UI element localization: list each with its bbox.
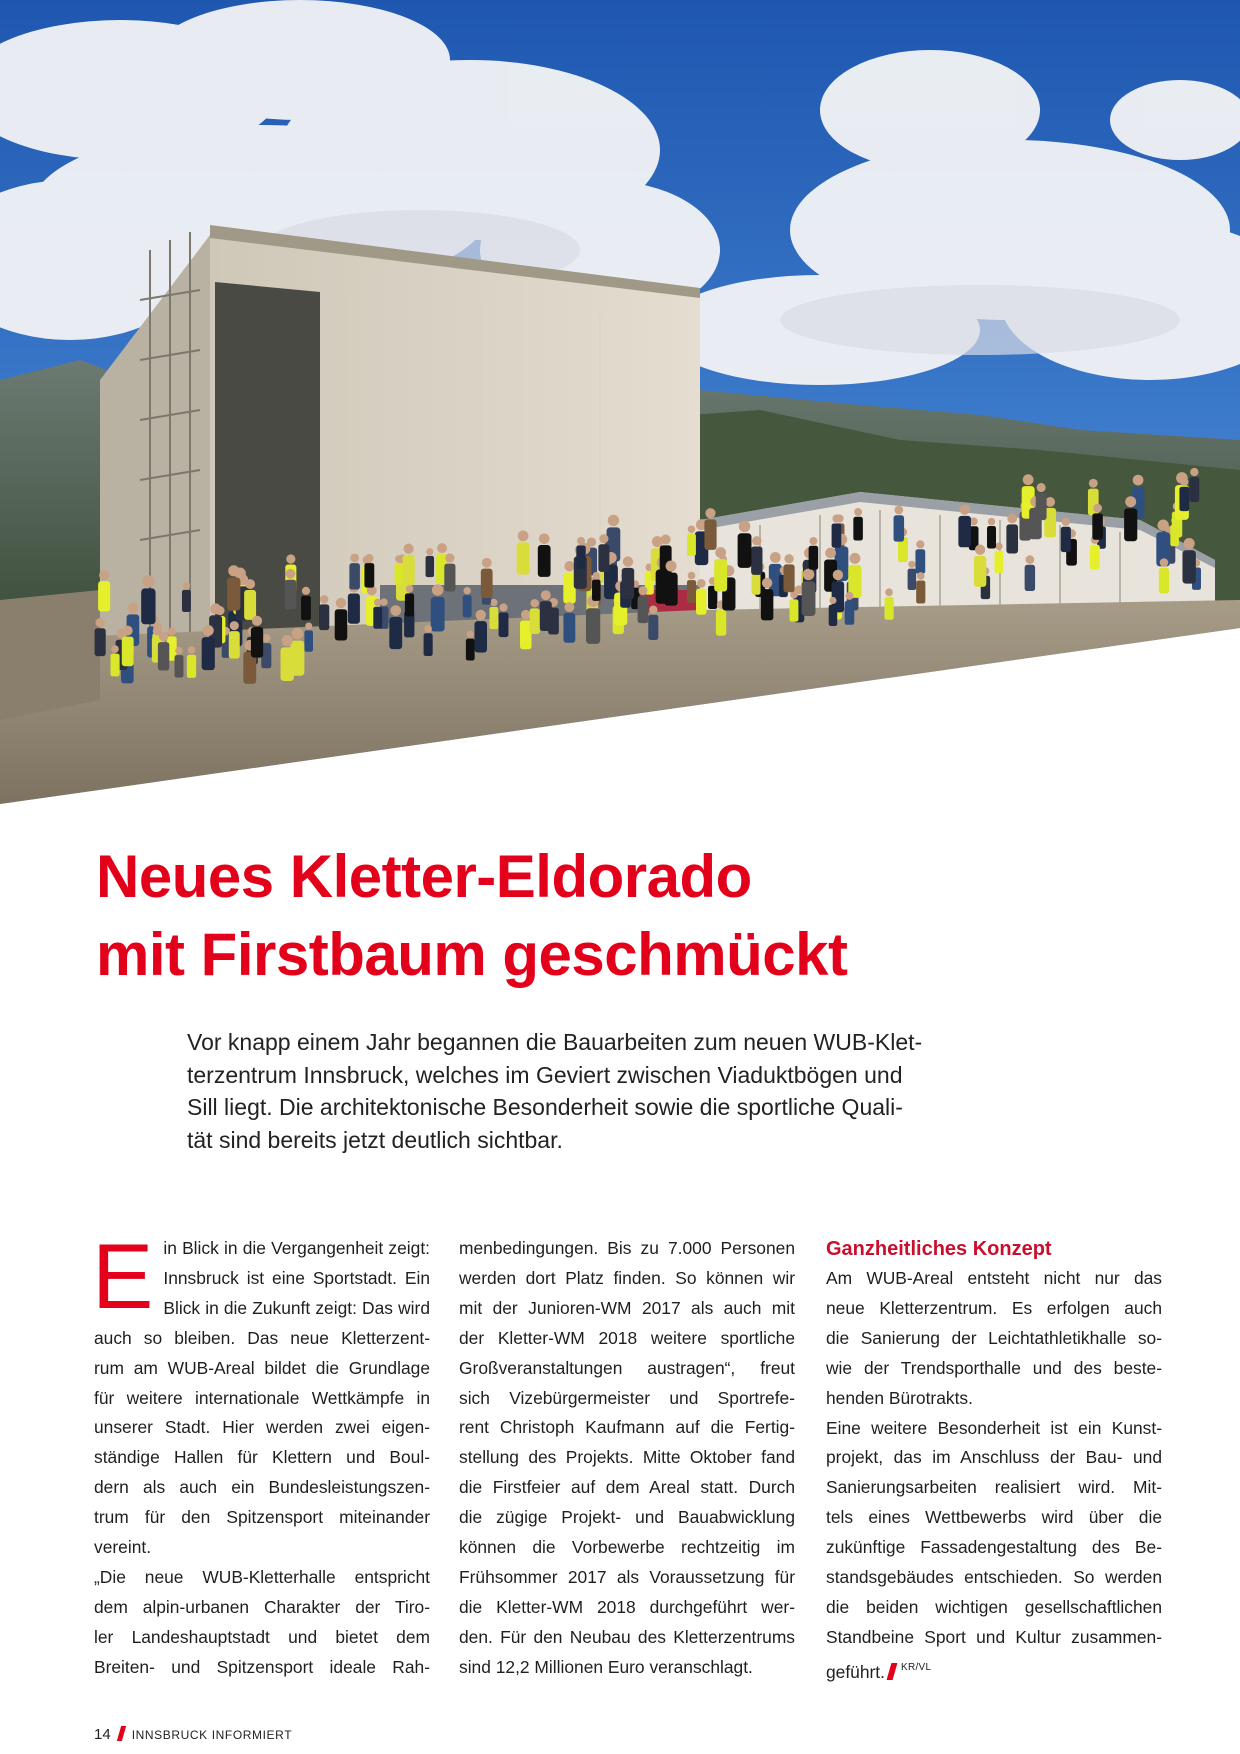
- crowd-person-head: [908, 561, 915, 568]
- body-line: können die Vorbewerbe rechtzeitig im: [459, 1537, 795, 1558]
- crowd-person-head: [809, 537, 817, 545]
- body-line: in Blick in die Vergangenheit zeigt:: [163, 1238, 430, 1258]
- crowd-person-head: [854, 508, 862, 516]
- crowd-person: [175, 655, 184, 677]
- body-line: zukünftige Fassadengestaltung des Be-: [826, 1537, 1162, 1558]
- publication-name: INNSBRUCK INFORMIERT: [131, 1728, 293, 1742]
- crowd-person: [853, 517, 863, 541]
- crowd-person-head: [521, 610, 531, 620]
- intro-line: Vor knapp einem Jahr begannen die Bauarbeiten zum neuen WUB-Klet-: [187, 1029, 923, 1055]
- slash-icon: [887, 1663, 898, 1680]
- crowd-person: [364, 563, 374, 588]
- crowd-person: [98, 581, 110, 611]
- crowd-person-head: [697, 579, 706, 588]
- intro-line: terzentrum Innsbruck, welches im Geviert zwischen Viaduktbögen und: [187, 1061, 903, 1088]
- crowd-person-head: [1160, 558, 1169, 567]
- crowd-person-head: [885, 588, 893, 596]
- body-line: Frühsommer 2017 als Voraussetzung für: [459, 1566, 795, 1587]
- crowd-person: [424, 633, 433, 656]
- crowd-person-head: [390, 605, 401, 616]
- crowd-person: [373, 607, 382, 629]
- crowd-person-head: [463, 587, 470, 594]
- crowd-person-head: [111, 645, 119, 653]
- crowd-person-head: [286, 554, 295, 563]
- body-line: dem alpin-urbanen Charakter der Tiro-: [94, 1596, 430, 1617]
- body-line: Am WUB-Areal entsteht nicht nur das: [826, 1268, 1162, 1288]
- crowd-person: [638, 596, 649, 623]
- crowd-person-head: [230, 621, 239, 630]
- crowd-person: [987, 526, 996, 548]
- crowd-person: [751, 546, 762, 574]
- crowd-person-head: [320, 595, 329, 604]
- crowd-person-head: [1093, 504, 1102, 513]
- crowd-person: [1159, 568, 1169, 594]
- crowd-person-head: [1184, 538, 1195, 549]
- crowd-person-head: [245, 579, 255, 589]
- crowd-person-head: [374, 599, 381, 606]
- crowd-person-head: [917, 572, 925, 580]
- crowd-person: [481, 569, 493, 598]
- crowd-person: [489, 607, 498, 629]
- crowd-person-head: [845, 592, 853, 600]
- crowd-person: [809, 546, 819, 570]
- crowd-person: [994, 551, 1003, 573]
- crowd-person-head: [350, 553, 359, 562]
- crowd-person: [474, 621, 487, 652]
- crowd-person-head: [142, 575, 154, 587]
- crowd-person-head: [739, 521, 751, 533]
- body-line: projekt, das im Anschluss der Bau- und: [826, 1447, 1162, 1468]
- crowd-person-head: [829, 597, 836, 604]
- body-line: der Kletter-WM 2018 weitere sportliche: [459, 1327, 795, 1348]
- crowd-person-head: [803, 569, 815, 581]
- crowd-person-head: [688, 525, 695, 532]
- crowd-person-head: [476, 610, 486, 620]
- crowd-person-head: [541, 590, 551, 600]
- crowd-person-head: [1125, 496, 1136, 507]
- crowd-person-head: [688, 572, 696, 580]
- crowd-person-head: [1180, 478, 1188, 486]
- crowd-person-head: [282, 635, 293, 646]
- crowd-person-head: [539, 533, 550, 544]
- crowd-person: [187, 655, 196, 678]
- crowd-person: [301, 596, 311, 620]
- crowd-person: [466, 639, 475, 661]
- body-line: Breiten- und Spitzensport ideale Rah-: [94, 1656, 430, 1677]
- crowd-person-head: [833, 570, 843, 580]
- crowd-person: [1036, 493, 1047, 520]
- crowd-person-head: [564, 602, 574, 612]
- body-line: die zügige Projekt- und Bauabwicklung: [459, 1507, 795, 1528]
- body-line: ständige Hallen für Klettern und Boul-: [94, 1447, 430, 1468]
- crowd-person-head: [302, 587, 310, 595]
- crowd-person: [426, 556, 434, 577]
- crowd-person-head: [467, 631, 474, 638]
- crowd-person: [227, 577, 240, 610]
- headline-line-2: mit Firstbaum geschmückt: [96, 921, 848, 988]
- crowd-person-head: [175, 647, 182, 654]
- crowd-person: [95, 628, 106, 656]
- body-line: Standbeine Sport und Kultur zusammen-: [826, 1626, 1162, 1647]
- crowd-person-head: [404, 544, 414, 554]
- crowd-person-head: [1037, 483, 1046, 492]
- intro-line: Sill liegt. Die architektonische Besonderheit sowie die sportliche Quali-: [187, 1094, 903, 1120]
- crowd-person-head: [305, 622, 312, 629]
- body-line: sich Vizebürgermeister und Sportrefe-: [459, 1387, 795, 1408]
- body-line: Großveranstaltungen austragen“, freut: [459, 1357, 795, 1378]
- crowd-person-head: [649, 606, 657, 614]
- crowd-person-head: [1007, 514, 1017, 524]
- crowd-person: [586, 608, 600, 644]
- crowd-person: [832, 523, 842, 547]
- crowd-person-head: [518, 531, 529, 542]
- crowd-person-head: [336, 598, 346, 608]
- crowd-person-head: [715, 547, 726, 558]
- crowd-person: [563, 613, 575, 643]
- body-line: werden dort Platz finden. So können wir: [459, 1267, 795, 1288]
- crowd-person-head: [499, 603, 507, 611]
- crowd-person-head: [395, 555, 402, 562]
- crowd-person-head: [432, 584, 444, 596]
- body-line: trum für den Spitzensport miteinander: [94, 1507, 430, 1528]
- crowd-person: [530, 608, 540, 634]
- crowd-person-head: [916, 540, 924, 548]
- crowd-person-head: [210, 603, 221, 614]
- crowd-person: [158, 642, 169, 670]
- crowd-person-head: [623, 556, 633, 566]
- body-line: „Die neue WUB-Kletterhalle entspricht: [94, 1566, 430, 1587]
- crowd-person: [251, 627, 263, 658]
- crowd-person: [802, 581, 816, 616]
- crowd-person-head: [608, 515, 619, 526]
- crowd-person-head: [426, 548, 433, 555]
- crowd-person: [335, 609, 348, 640]
- crowd-person-head: [752, 536, 761, 545]
- crowd-person-head: [959, 504, 969, 514]
- crowd-person: [894, 515, 905, 541]
- crowd-person: [499, 612, 509, 637]
- body-line: die Firstfeier auf dem Areal statt. Durch: [459, 1477, 795, 1498]
- hero-photo: [0, 0, 1240, 810]
- crowd-person: [395, 563, 403, 584]
- crowd-person-head: [168, 627, 176, 635]
- crowd-person-head: [894, 506, 903, 515]
- crowd-person: [229, 631, 240, 658]
- crowd-person: [1090, 545, 1100, 570]
- body-line: Innsbruck ist eine Sportstadt. Ein: [163, 1267, 430, 1288]
- crowd-person: [1006, 524, 1018, 553]
- crowd-person: [648, 615, 658, 640]
- crowd-person-head: [577, 537, 585, 545]
- crowd-person-head: [593, 572, 600, 579]
- body-line: den. Für den Neubau des Kletterzentrums: [459, 1626, 795, 1647]
- body-line: Sanierungsarbeiten realisiert wird. Mit-: [826, 1477, 1162, 1498]
- crowd-person: [348, 594, 360, 624]
- crowd-person-head: [762, 578, 772, 588]
- author-initials: KR/VL: [900, 1661, 932, 1673]
- crowd-person: [704, 519, 716, 550]
- crowd-person: [576, 546, 585, 570]
- page-footer: [94, 1726, 292, 1744]
- crowd-person-head: [1025, 555, 1034, 564]
- crowd-person-head: [1089, 479, 1098, 488]
- body-line: rum am WUB-Areal bildet die Grundlage: [94, 1357, 430, 1378]
- page-number: 14: [94, 1726, 111, 1743]
- crowd-person-head: [291, 628, 303, 640]
- crowd-person: [1182, 550, 1195, 583]
- body-line-end: geführt.: [826, 1661, 885, 1682]
- crowd-person-head: [1023, 474, 1034, 485]
- body-line: rent Christoph Kaufmann auf die Fertig-: [459, 1417, 795, 1438]
- crowd-person-head: [128, 603, 139, 614]
- crowd-person: [664, 573, 677, 606]
- crowd-person-head: [437, 543, 447, 553]
- crowd-person: [884, 597, 893, 620]
- crowd-person-head: [1157, 520, 1168, 531]
- crowd-person: [1025, 565, 1035, 591]
- crowd-person: [783, 564, 794, 592]
- crowd-person-head: [666, 561, 677, 572]
- crowd-person-head: [482, 558, 492, 568]
- crowd-person: [431, 597, 445, 632]
- crowd-person: [1124, 508, 1137, 541]
- crowd-person: [538, 545, 551, 577]
- crowd-person-head: [123, 626, 133, 636]
- body-line: die Kletter-WM 2018 durchgeführt wer-: [459, 1596, 795, 1617]
- intro-paragraph: [187, 1026, 967, 1156]
- crowd-person-head: [365, 554, 373, 562]
- crowd-person-head: [832, 515, 840, 523]
- crowd-person-head: [1062, 517, 1070, 525]
- crowd-person: [845, 601, 855, 625]
- body-line: vereint.: [94, 1537, 152, 1558]
- crowd-person-head: [99, 570, 109, 580]
- article-column-1: [92, 1226, 430, 1683]
- crowd-person-head: [995, 543, 1002, 550]
- body-line: stellung des Projekts. Mitte Oktober fand: [459, 1447, 795, 1468]
- body-line: standsgebäudes entschieden. So werden: [826, 1567, 1162, 1588]
- crowd-person: [1092, 513, 1103, 539]
- crowd-person-head: [262, 634, 270, 642]
- body-line: dern als auch ein Bundesleistungszen-: [94, 1477, 430, 1498]
- crowd-person-head: [406, 585, 414, 593]
- body-line: die beiden wichtigen gesellschaftlichen: [826, 1596, 1162, 1617]
- crowd-person-head: [825, 548, 836, 559]
- crowd-person: [622, 568, 634, 599]
- crowd-person-head: [988, 518, 995, 525]
- crowd-person-head: [490, 599, 497, 606]
- slash-icon: [117, 1726, 126, 1741]
- crowd-person: [752, 572, 761, 594]
- body-line: unserer Stadt. Hier werden zwei eigen-: [94, 1417, 430, 1438]
- crowd-person-head: [784, 554, 793, 563]
- crowd-person-head: [252, 616, 262, 626]
- body-line: henden Bürotrakts.: [826, 1387, 973, 1408]
- crowd-person: [540, 601, 552, 631]
- crowd-person: [110, 654, 119, 677]
- crowd-person-head: [1133, 475, 1144, 486]
- crowd-person: [405, 593, 414, 616]
- crowd-person-head: [975, 545, 985, 555]
- article-column-3: [826, 1234, 1162, 1688]
- headline-line-1: Neues Kletter-Eldorado: [96, 843, 752, 910]
- body-line: auch so bleiben. Das neue Kletterzent-: [94, 1327, 430, 1348]
- crowd-person-head: [705, 508, 715, 518]
- crowd-person: [517, 542, 530, 574]
- crowd-person: [908, 569, 917, 590]
- crowd-person: [141, 588, 155, 624]
- crowd-person-head: [159, 632, 168, 641]
- body-line: mit der Junioren-WM 2017 als auch mit: [459, 1297, 795, 1318]
- crowd-person-head: [96, 618, 105, 627]
- body-line: wie der Trendsporthalle und des beste-: [826, 1357, 1162, 1378]
- crowd-person-head: [1190, 468, 1198, 476]
- body-line: die Sanierung der Leichtathletikhalle so-: [826, 1327, 1162, 1348]
- crowd-person: [1179, 487, 1189, 511]
- crowd-person-head: [770, 552, 781, 563]
- crowd-person: [402, 555, 414, 586]
- crowd-person: [738, 533, 752, 568]
- crowd-person-head: [638, 586, 647, 595]
- crowd-person-head: [564, 561, 574, 571]
- body-line: Eine weitere Besonderheit ist ein Kunst-: [826, 1417, 1162, 1438]
- crowd-person-head: [530, 599, 539, 608]
- crowd-person: [285, 580, 297, 610]
- crowd-person: [319, 604, 329, 630]
- crowd-person: [244, 590, 256, 620]
- crowd-person: [1061, 527, 1071, 552]
- crowd-person: [202, 637, 215, 670]
- intro-line: tät sind bereits jetzt deutlich sichtbar.: [187, 1126, 563, 1153]
- crowd-person: [761, 589, 773, 620]
- crowd-person-head: [599, 534, 608, 543]
- crowd-person-head: [286, 569, 296, 579]
- dropcap: E: [92, 1226, 154, 1328]
- crowd-person-head: [661, 535, 671, 545]
- crowd-person: [598, 544, 609, 572]
- body-line: für weitere internationale Wettkämpfe in: [94, 1387, 430, 1408]
- crowd-person: [696, 589, 706, 615]
- crowd-person-head: [188, 646, 196, 654]
- crowd-person: [789, 599, 798, 621]
- crowd-person: [958, 516, 971, 547]
- crowd-person: [122, 637, 134, 667]
- crowd-person: [687, 534, 696, 556]
- crowd-person: [349, 563, 360, 589]
- crowd-person: [714, 559, 727, 591]
- crowd-person-head: [849, 553, 860, 564]
- crowd-person-head: [424, 625, 432, 633]
- crowd-person: [280, 647, 293, 681]
- crowd-person: [716, 610, 726, 636]
- crowd-person: [829, 605, 838, 626]
- crowd-person: [304, 630, 313, 651]
- crowd-person-head: [445, 553, 454, 562]
- body-line: sind 12,2 Millionen Euro veranschlagt.: [459, 1656, 753, 1677]
- subheading: Ganzheitliches Konzept: [826, 1238, 1052, 1260]
- crowd-person: [687, 580, 696, 603]
- crowd-person-head: [790, 591, 797, 598]
- headline: [96, 838, 1156, 994]
- body-line: Blick in die Zukunft zeigt: Das wird: [163, 1297, 430, 1318]
- crowd-person: [974, 556, 986, 587]
- crowd-person: [915, 549, 925, 573]
- crowd-person: [444, 564, 455, 592]
- crowd-person: [592, 580, 601, 601]
- body-line: menbedingungen. Bis zu 7.000 Personen: [459, 1238, 795, 1258]
- body-line: ler Landeshauptstadt und bietet dem: [94, 1626, 430, 1647]
- crowd-person: [1189, 477, 1199, 502]
- body-line-last: [826, 1653, 1162, 1688]
- crowd-person: [389, 617, 402, 649]
- crowd-person-head: [228, 565, 239, 576]
- crowd-person-head: [1045, 497, 1055, 507]
- crowd-person: [463, 595, 472, 617]
- body-line: tels eines Wettbewerbs wird über die: [826, 1507, 1162, 1528]
- body-line: neue Kletterzentrum. Es erfolgen auch: [826, 1297, 1162, 1318]
- crowd-person: [916, 581, 925, 604]
- crowd-person-head: [183, 582, 190, 589]
- crowd-person-head: [203, 625, 214, 636]
- crowd-person: [182, 590, 191, 612]
- article-column-2: [459, 1234, 795, 1683]
